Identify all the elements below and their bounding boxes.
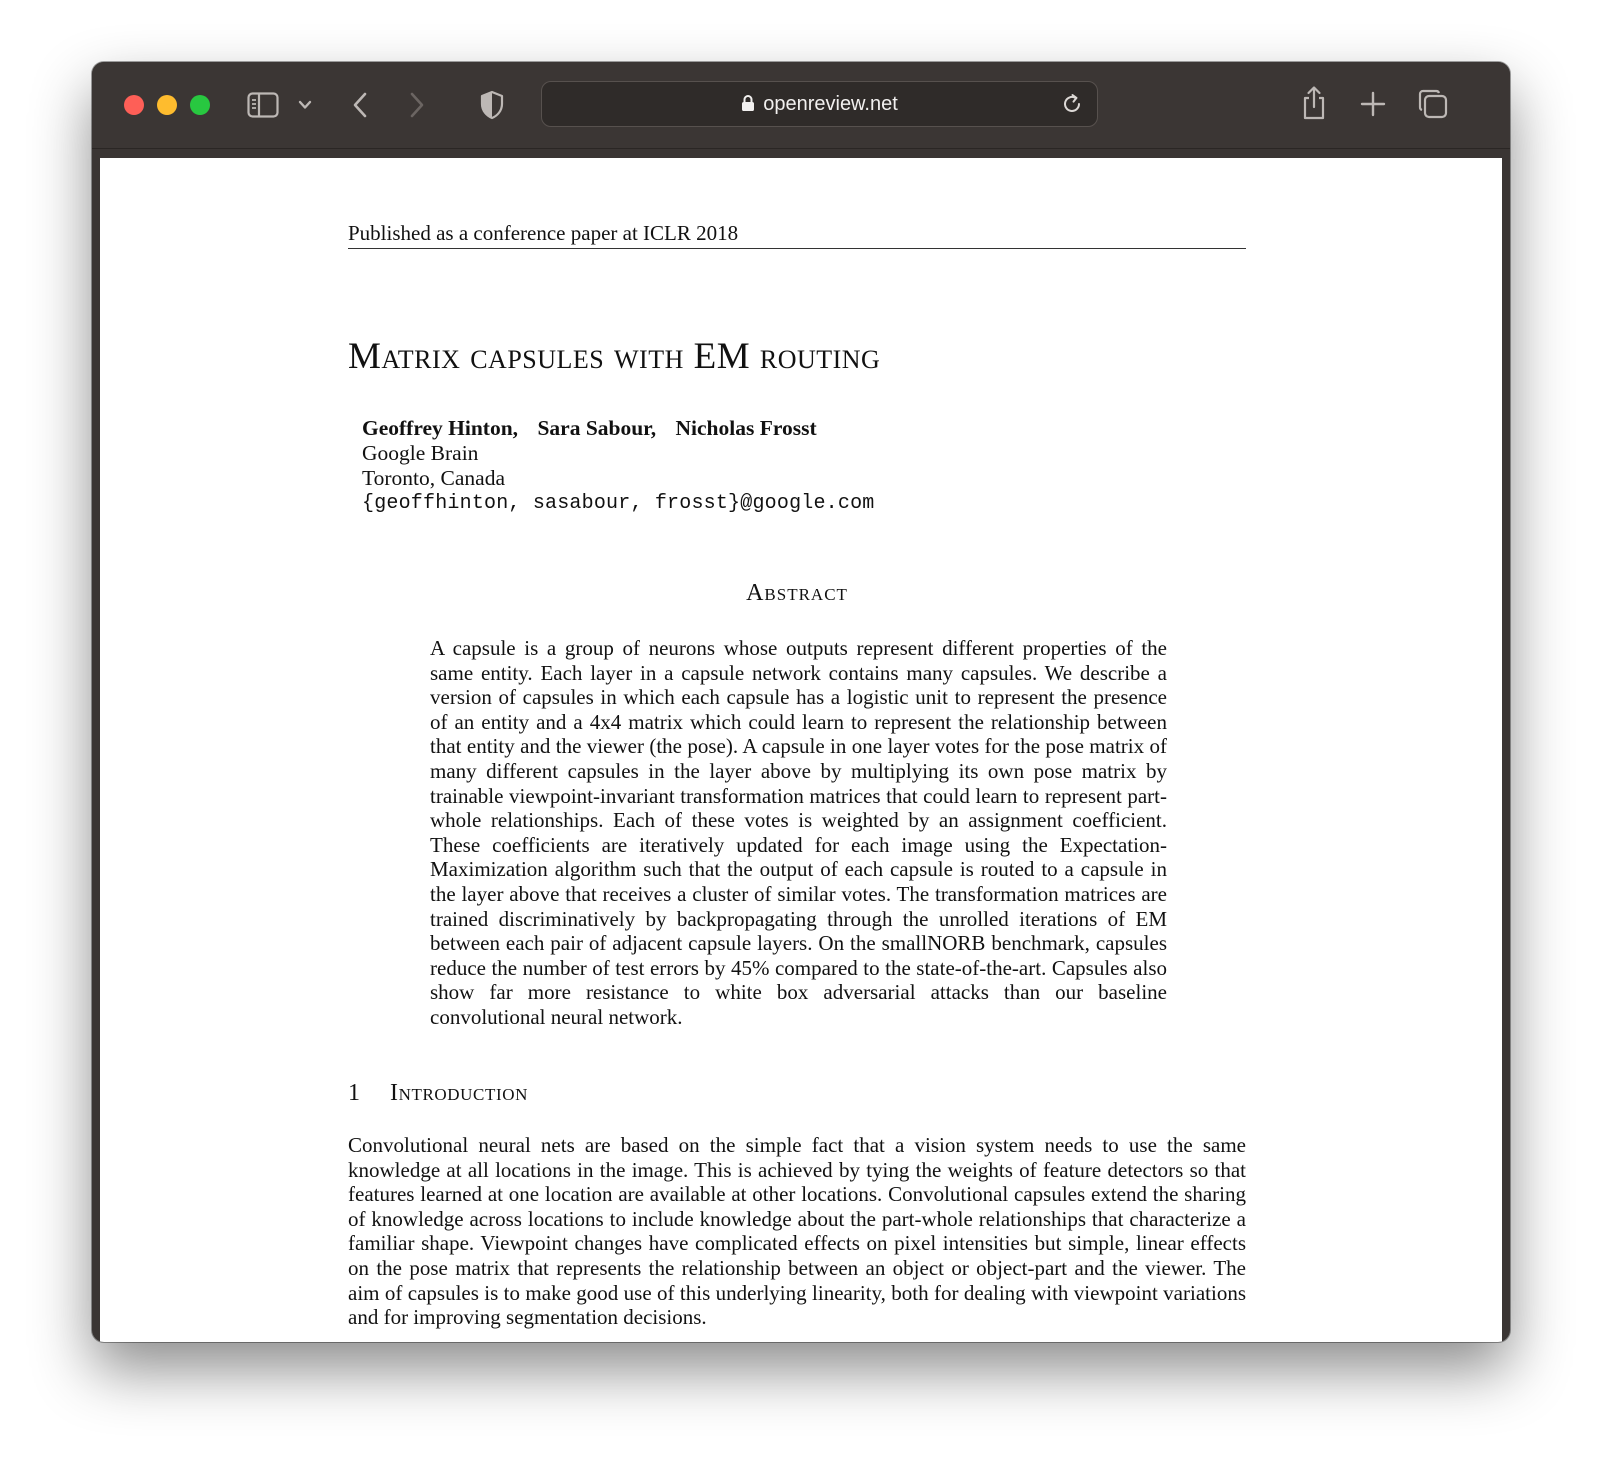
location: Toronto, Canada xyxy=(362,466,505,490)
section-title: Introduction xyxy=(390,1080,528,1106)
affiliation: Google Brain xyxy=(362,441,479,465)
tabs-icon[interactable] xyxy=(1417,88,1449,120)
lock-icon xyxy=(741,94,755,112)
browser-toolbar xyxy=(92,62,1510,149)
author-emails: {geoffhinton, sasabour, frosst}@google.com xyxy=(362,492,875,515)
sidebar-icon[interactable] xyxy=(247,92,279,118)
paper-title: Matrix capsules with EM routing xyxy=(348,336,881,377)
back-icon[interactable] xyxy=(350,90,370,120)
abstract-text: A capsule is a group of neurons whose outputs represent different properties of the same entity. Each layer in a capsule network contains many capsules. We describe a version of capsules in which each capsule has a logistic unit to represent the presence of an entity and a 4x4 matrix which could learn to represent the relationship between that entity and the viewer (the pose). A capsule in one layer votes for the pose matrix of many different capsules in the layer above by multiplying its own pose matrix by trainable viewpoint-invariant transformation matrices that could learn to represent part-whole relationships. Each of these votes is weighted by an assignment coefficient. These coefficients are iteratively updated for each image using the Expectation-Maximization algorithm such that the output of each capsule is routed to a capsule in the layer above that receives a cluster of similar votes. The transformation matrices are trained discriminatively by backpropagating through the unrolled iterations of EM between each pair of adjacent capsule layers. On the smallNORB benchmark, capsules reduce the number of test errors by 45% compared to the state-of-the-art. Capsules also show far more resistance to white box adversarial attacks than our baseline convolutional neural network. xyxy=(430,636,1167,1029)
url-text: openreview.net xyxy=(763,93,898,115)
zoom-window-button[interactable] xyxy=(190,95,210,115)
section-heading xyxy=(348,1078,1246,1108)
chevron-down-icon[interactable] xyxy=(298,99,312,111)
plus-icon[interactable] xyxy=(1360,91,1386,117)
author-name: Geoffrey Hinton, xyxy=(362,416,519,440)
forward-icon[interactable] xyxy=(407,90,427,120)
section-number: 1 xyxy=(348,1080,361,1106)
running-head: Published as a conference paper at ICLR 2018 xyxy=(348,218,1246,249)
author-name: Nicholas Frosst xyxy=(675,416,817,440)
page-content[interactable] xyxy=(100,158,1502,1342)
address-bar[interactable] xyxy=(541,81,1098,127)
author-name: Sara Sabour, xyxy=(537,416,657,440)
abstract-heading: Abstract xyxy=(746,580,848,606)
browser-window xyxy=(92,62,1510,1342)
minimize-window-button[interactable] xyxy=(157,95,177,115)
url-display[interactable] xyxy=(542,82,1097,126)
shield-icon[interactable] xyxy=(480,90,504,120)
author-block xyxy=(362,416,874,516)
author-names xyxy=(362,416,874,441)
introduction-text: Convolutional neural nets are based on the simple fact that a vision system needs to use the same knowledge at all locations in the image. This is achieved by tying the weights of feature detectors so that features learned at one location are available at other locations. Convolutional capsules extend the sharing of knowledge across locations to include knowledge about the part-whole relationships that characterize a familiar shape. Viewpoint changes have complicated effects on pixel intensities but simple, linear effects on the pose matrix that represents the relationship between an object or object-part and the viewer. The aim of capsules is to make good use of this underlying linearity, both for dealing with viewpoint variations and for improving segmentation decisions. xyxy=(348,1133,1246,1330)
reload-icon[interactable] xyxy=(1061,93,1083,115)
close-window-button[interactable] xyxy=(124,95,144,115)
share-icon[interactable] xyxy=(1300,85,1328,121)
